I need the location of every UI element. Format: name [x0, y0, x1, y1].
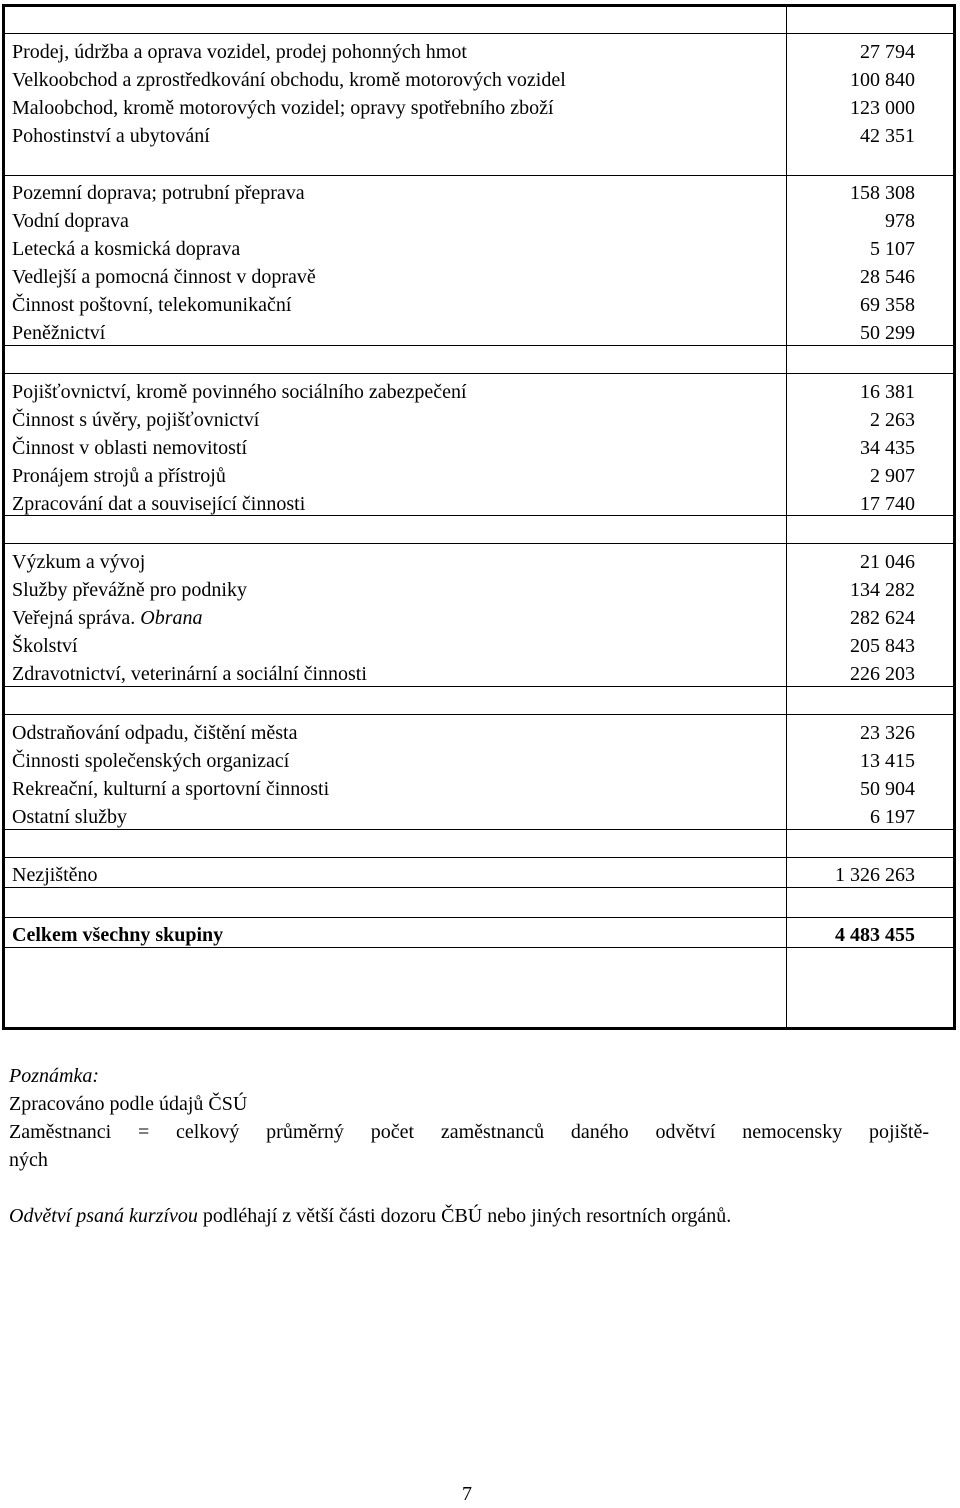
row-value: 16 381 [860, 381, 915, 403]
row-value: 28 546 [860, 266, 915, 288]
table-row [5, 319, 953, 347]
row-label: Vodní doprava [12, 210, 129, 232]
row-label [12, 604, 203, 632]
table-row [5, 660, 953, 688]
row-divider [5, 543, 953, 544]
table-row [5, 576, 953, 604]
row-label: Pronájem strojů a přístrojů [12, 465, 226, 487]
employment-table [2, 4, 956, 1030]
table-row [5, 604, 953, 632]
row-divider [5, 33, 953, 34]
row-divider [5, 714, 953, 715]
unknown-row [5, 861, 953, 889]
row-divider [5, 917, 953, 918]
table-row [5, 378, 953, 406]
row-value: 226 203 [850, 663, 915, 685]
row-value: 42 351 [860, 125, 915, 147]
notes-employees-line1: Zaměstnanci = celkový průměrný počet zaměstnanců daného odvětví nemocensky pojiště- [9, 1121, 929, 1143]
row-label: Činnosti společenských organizací [12, 750, 290, 772]
row-label: Pozemní doprava; potrubní přeprava [12, 182, 305, 204]
row-value: 282 624 [850, 607, 915, 629]
row-value: 2 907 [870, 465, 915, 487]
table-row [5, 434, 953, 462]
row-label: Letecká a kosmická doprava [12, 238, 241, 260]
page-number: 7 [462, 1483, 472, 1505]
row-label: Peněžnictví [12, 322, 106, 344]
table-row [5, 291, 953, 319]
row-value: 205 843 [850, 635, 915, 657]
row-value: 978 [885, 210, 915, 232]
row-value: 50 299 [860, 322, 915, 344]
row-value: 34 435 [860, 437, 915, 459]
table-row [5, 179, 953, 207]
row-label: Prodej, údržba a oprava vozidel, prodej pohonných hmot [12, 41, 467, 63]
row-label: Pohostinství a ubytování [12, 125, 210, 147]
table-row [5, 775, 953, 803]
row-label: Činnost s úvěry, pojišťovnictví [12, 409, 260, 431]
row-value: 134 282 [850, 579, 915, 601]
row-label: Činnost poštovní, telekomunikační [12, 294, 292, 316]
row-value: 69 358 [860, 294, 915, 316]
row-divider [5, 857, 953, 858]
table-row [5, 235, 953, 263]
table-row [5, 38, 953, 66]
table-row [5, 207, 953, 235]
row-label: Služby převážně pro podniky [12, 579, 247, 601]
row-label: Rekreační, kulturní a sportovní činnosti [12, 778, 330, 800]
table-row [5, 632, 953, 660]
row-label: Ostatní služby [12, 806, 127, 828]
row-label: Výzkum a vývoj [12, 551, 146, 573]
row-value: 50 904 [860, 778, 915, 800]
table-row [5, 462, 953, 490]
notes-heading: Poznámka: [9, 1065, 99, 1087]
row-label: Velkoobchod a zprostředkování obchodu, kromě motorových vozidel [12, 69, 566, 91]
row-label: Odstraňování odpadu, čištění města [12, 722, 298, 744]
total-row [5, 921, 953, 949]
table-row [5, 263, 953, 291]
row-value: 23 326 [860, 722, 915, 744]
table-row [5, 406, 953, 434]
table-row [5, 747, 953, 775]
table-row [5, 122, 953, 150]
table-row [5, 719, 953, 747]
notes-employees-line2: ných [9, 1149, 48, 1171]
table-row [5, 548, 953, 576]
row-label: Činnost v oblasti nemovitostí [12, 437, 248, 459]
notes-italic-note [9, 1202, 731, 1230]
row-value: 21 046 [860, 551, 915, 573]
table-row [5, 66, 953, 94]
notes-italic-part: Odvětví psaná kurzívou [9, 1205, 198, 1227]
row-value: 6 197 [870, 806, 915, 828]
row-value: 2 263 [870, 409, 915, 431]
row-label: Maloobchod, kromě motorových vozidel; opravy spotřebního zboží [12, 97, 554, 119]
table-row [5, 94, 953, 122]
row-value: 27 794 [860, 41, 915, 63]
row-divider [5, 175, 953, 176]
row-divider [5, 373, 953, 374]
row-label-italic: Obrana [140, 607, 203, 629]
table-row [5, 803, 953, 831]
row-label: Vedlejší a pomocná činnost v dopravě [12, 266, 316, 288]
row-value: 13 415 [860, 750, 915, 772]
row-label-normal: Veřejná správa. [12, 607, 141, 629]
row-label: Nezjištěno [12, 864, 98, 886]
table-row [5, 490, 953, 518]
row-value: 17 740 [860, 493, 915, 515]
row-value: 158 308 [850, 182, 915, 204]
notes-italic-rest: podléhají z větší části dozoru ČBÚ nebo jiných resortních orgánů. [197, 1205, 732, 1227]
row-label: Školství [12, 635, 78, 657]
notes-source: Zpracováno podle údajů ČSÚ [9, 1093, 248, 1115]
total-value: 4 483 455 [835, 924, 915, 946]
row-label: Zpracování dat a související činnosti [12, 493, 306, 515]
row-value: 5 107 [870, 238, 915, 260]
row-value: 1 326 263 [835, 864, 915, 886]
row-label: Zdravotnictví, veterinární a sociální činnosti [12, 663, 367, 685]
row-label: Pojišťovnictví, kromě povinného sociálního zabezpečení [12, 381, 467, 403]
row-value: 123 000 [850, 97, 915, 119]
row-value: 100 840 [850, 69, 915, 91]
total-label: Celkem všechny skupiny [12, 924, 224, 946]
